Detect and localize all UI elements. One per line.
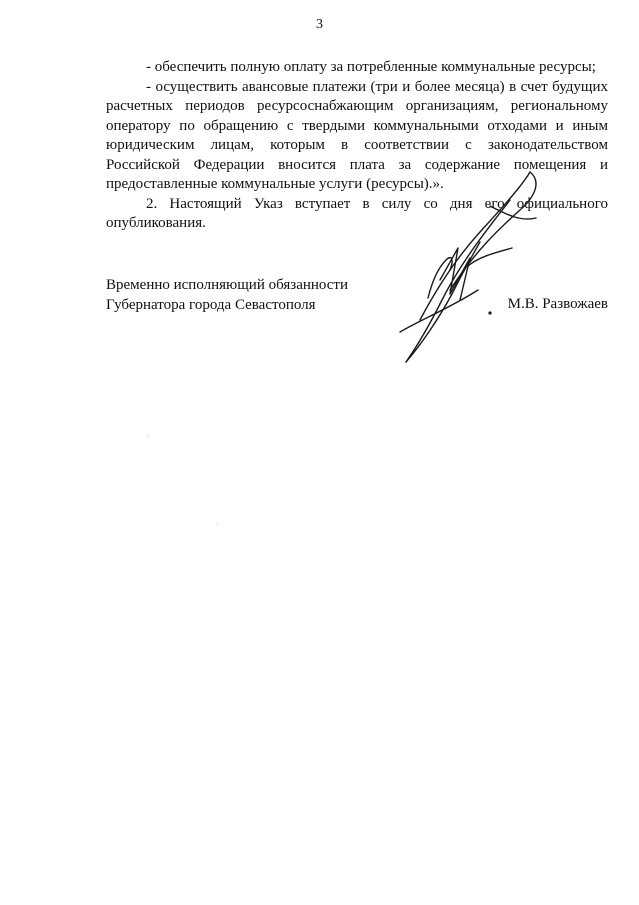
paragraph-pay-utilities: - обеспечить полную оплату за потребленные коммунальные ресурсы; bbox=[146, 59, 596, 75]
scan-speck bbox=[148, 436, 149, 437]
page-number: 3 bbox=[316, 17, 323, 32]
signatory-position bbox=[106, 276, 348, 315]
paragraph-advance-payments: - осуществить авансовые платежи (три и более месяца) в счет будущих расчетных периодов ресурсоснабжающим организациям, региональному оператору по обращению с твердыми коммунальными отходами и иным юридическим лицам, которым в соответствии с законодательством Российской Федерации вносится плата за содержание помещения и предоставленные коммунальные услуги (ресурсы).». bbox=[106, 78, 608, 192]
paragraph-entry-into-force: 2. Настоящий Указ вступает в силу со дня его официального опубликования. bbox=[106, 195, 608, 231]
handwritten-signature bbox=[380, 170, 580, 370]
signatory-position-line-1: Временно исполняющий обязанности bbox=[106, 277, 349, 293]
scan-speck bbox=[217, 523, 218, 524]
signatory-name: М.В. Развожаев bbox=[507, 296, 608, 312]
signatory-position-line-2: Губернатора города Севастополя bbox=[106, 296, 316, 313]
